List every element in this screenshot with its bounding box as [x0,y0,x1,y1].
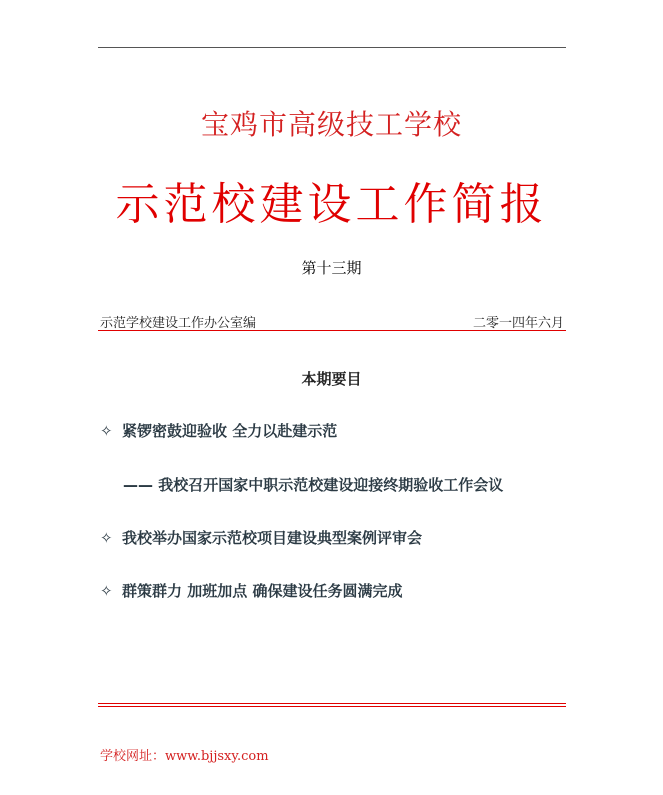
contents-item-text: 我校举办国家示范校项目建设典型案例评审会 [122,529,423,547]
contents-item-text: 群策群力 加班加点 确保建设任务圆满完成 [122,582,403,600]
contents-item-1 [100,420,337,441]
editor-office: 示范学校建设工作办公室编 [100,316,257,331]
masthead-line [98,312,566,331]
contents-item-2 [100,527,422,548]
contents-item-1-subtitle: —— 我校召开国家中职示范校建设迎接终期验收工作会议 [123,476,504,494]
top-divider [98,47,566,48]
school-website[interactable]: 学校网址：www.bjjsxy.com [100,749,269,764]
bulletin-title: 示范校建设工作简报 [115,179,548,230]
bottom-divider [98,703,566,704]
diamond-bullet-icon: ✧ [100,582,113,600]
diamond-bullet-icon: ✧ [100,529,113,547]
issue-number: 第十三期 [301,259,362,277]
diamond-bullet-icon: ✧ [100,422,113,440]
contents-item-3 [100,580,402,601]
publish-date: 二零一四年六月 [472,316,564,331]
bottom-divider-inner [98,706,566,707]
contents-item-text: 紧锣密鼓迎验收 全力以赴建示范 [122,422,338,440]
contents-heading: 本期要目 [301,370,362,388]
school-name: 宝鸡市高级技工学校 [200,108,462,141]
